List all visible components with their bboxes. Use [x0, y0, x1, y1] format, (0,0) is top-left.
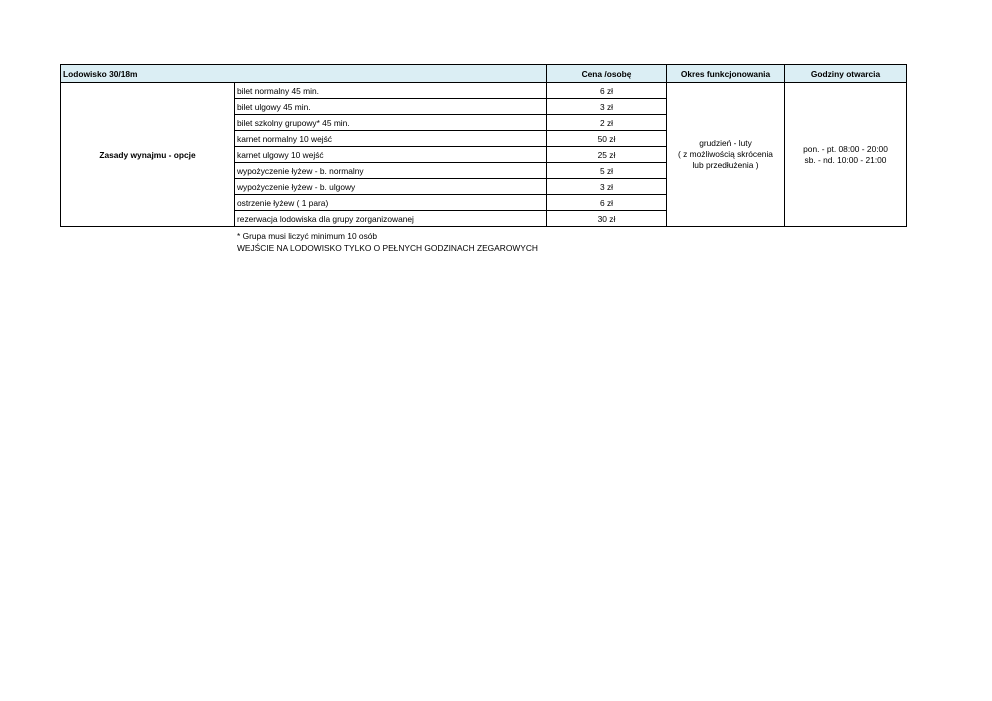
table-row [61, 83, 907, 99]
option-price: 50 zł [547, 131, 667, 147]
hours-column-header: Godziny otwarcia [785, 65, 907, 83]
option-price: 25 zł [547, 147, 667, 163]
option-name: wypożyczenie łyżew - b. ulgowy [235, 179, 547, 195]
option-name: rezerwacja lodowiska dla grupy zorganizowanej [235, 211, 547, 227]
period-line: ( z możliwością skrócenia [678, 149, 773, 159]
option-name: bilet normalny 45 min. [235, 83, 547, 99]
option-name: ostrzenie łyżew ( 1 para) [235, 195, 547, 211]
operating-period [667, 83, 785, 227]
option-name: wypożyczenie łyżew - b. normalny [235, 163, 547, 179]
group-size-note: * Grupa musi liczyć minimum 10 osób [237, 231, 378, 241]
hours-line: sb. - nd. 10:00 - 21:00 [804, 154, 887, 165]
hours-line: pon. - pt. 08:00 - 20:00 [803, 143, 888, 154]
period-line: grudzień - luty [699, 138, 752, 148]
option-price: 5 zł [547, 163, 667, 179]
option-price: 6 zł [547, 83, 667, 99]
price-column-header: Cena /osobę [547, 65, 667, 83]
option-name: bilet ulgowy 45 min. [235, 99, 547, 115]
entry-hours-note: WEJŚCIE NA LODOWISKO TYLKO O PEŁNYCH GODZINACH ZEGAROWYCH [237, 243, 538, 253]
option-price: 2 zł [547, 115, 667, 131]
rules-label: Zasady wynajmu - opcje [61, 83, 235, 227]
opening-hours [785, 83, 907, 227]
option-name: karnet normalny 10 wejść [235, 131, 547, 147]
footnotes [237, 230, 538, 254]
option-price: 30 zł [547, 211, 667, 227]
table-header-row [61, 65, 907, 83]
option-price: 3 zł [547, 179, 667, 195]
period-line: lub przedłużenia ) [692, 160, 759, 170]
rink-title: Lodowisko 30/18m [61, 65, 547, 83]
option-price: 3 zł [547, 99, 667, 115]
option-name: karnet ulgowy 10 wejść [235, 147, 547, 163]
period-column-header: Okres funkcjonowania [667, 65, 785, 83]
option-price: 6 zł [547, 195, 667, 211]
option-name: bilet szkolny grupowy* 45 min. [235, 115, 547, 131]
pricing-table [60, 64, 907, 227]
